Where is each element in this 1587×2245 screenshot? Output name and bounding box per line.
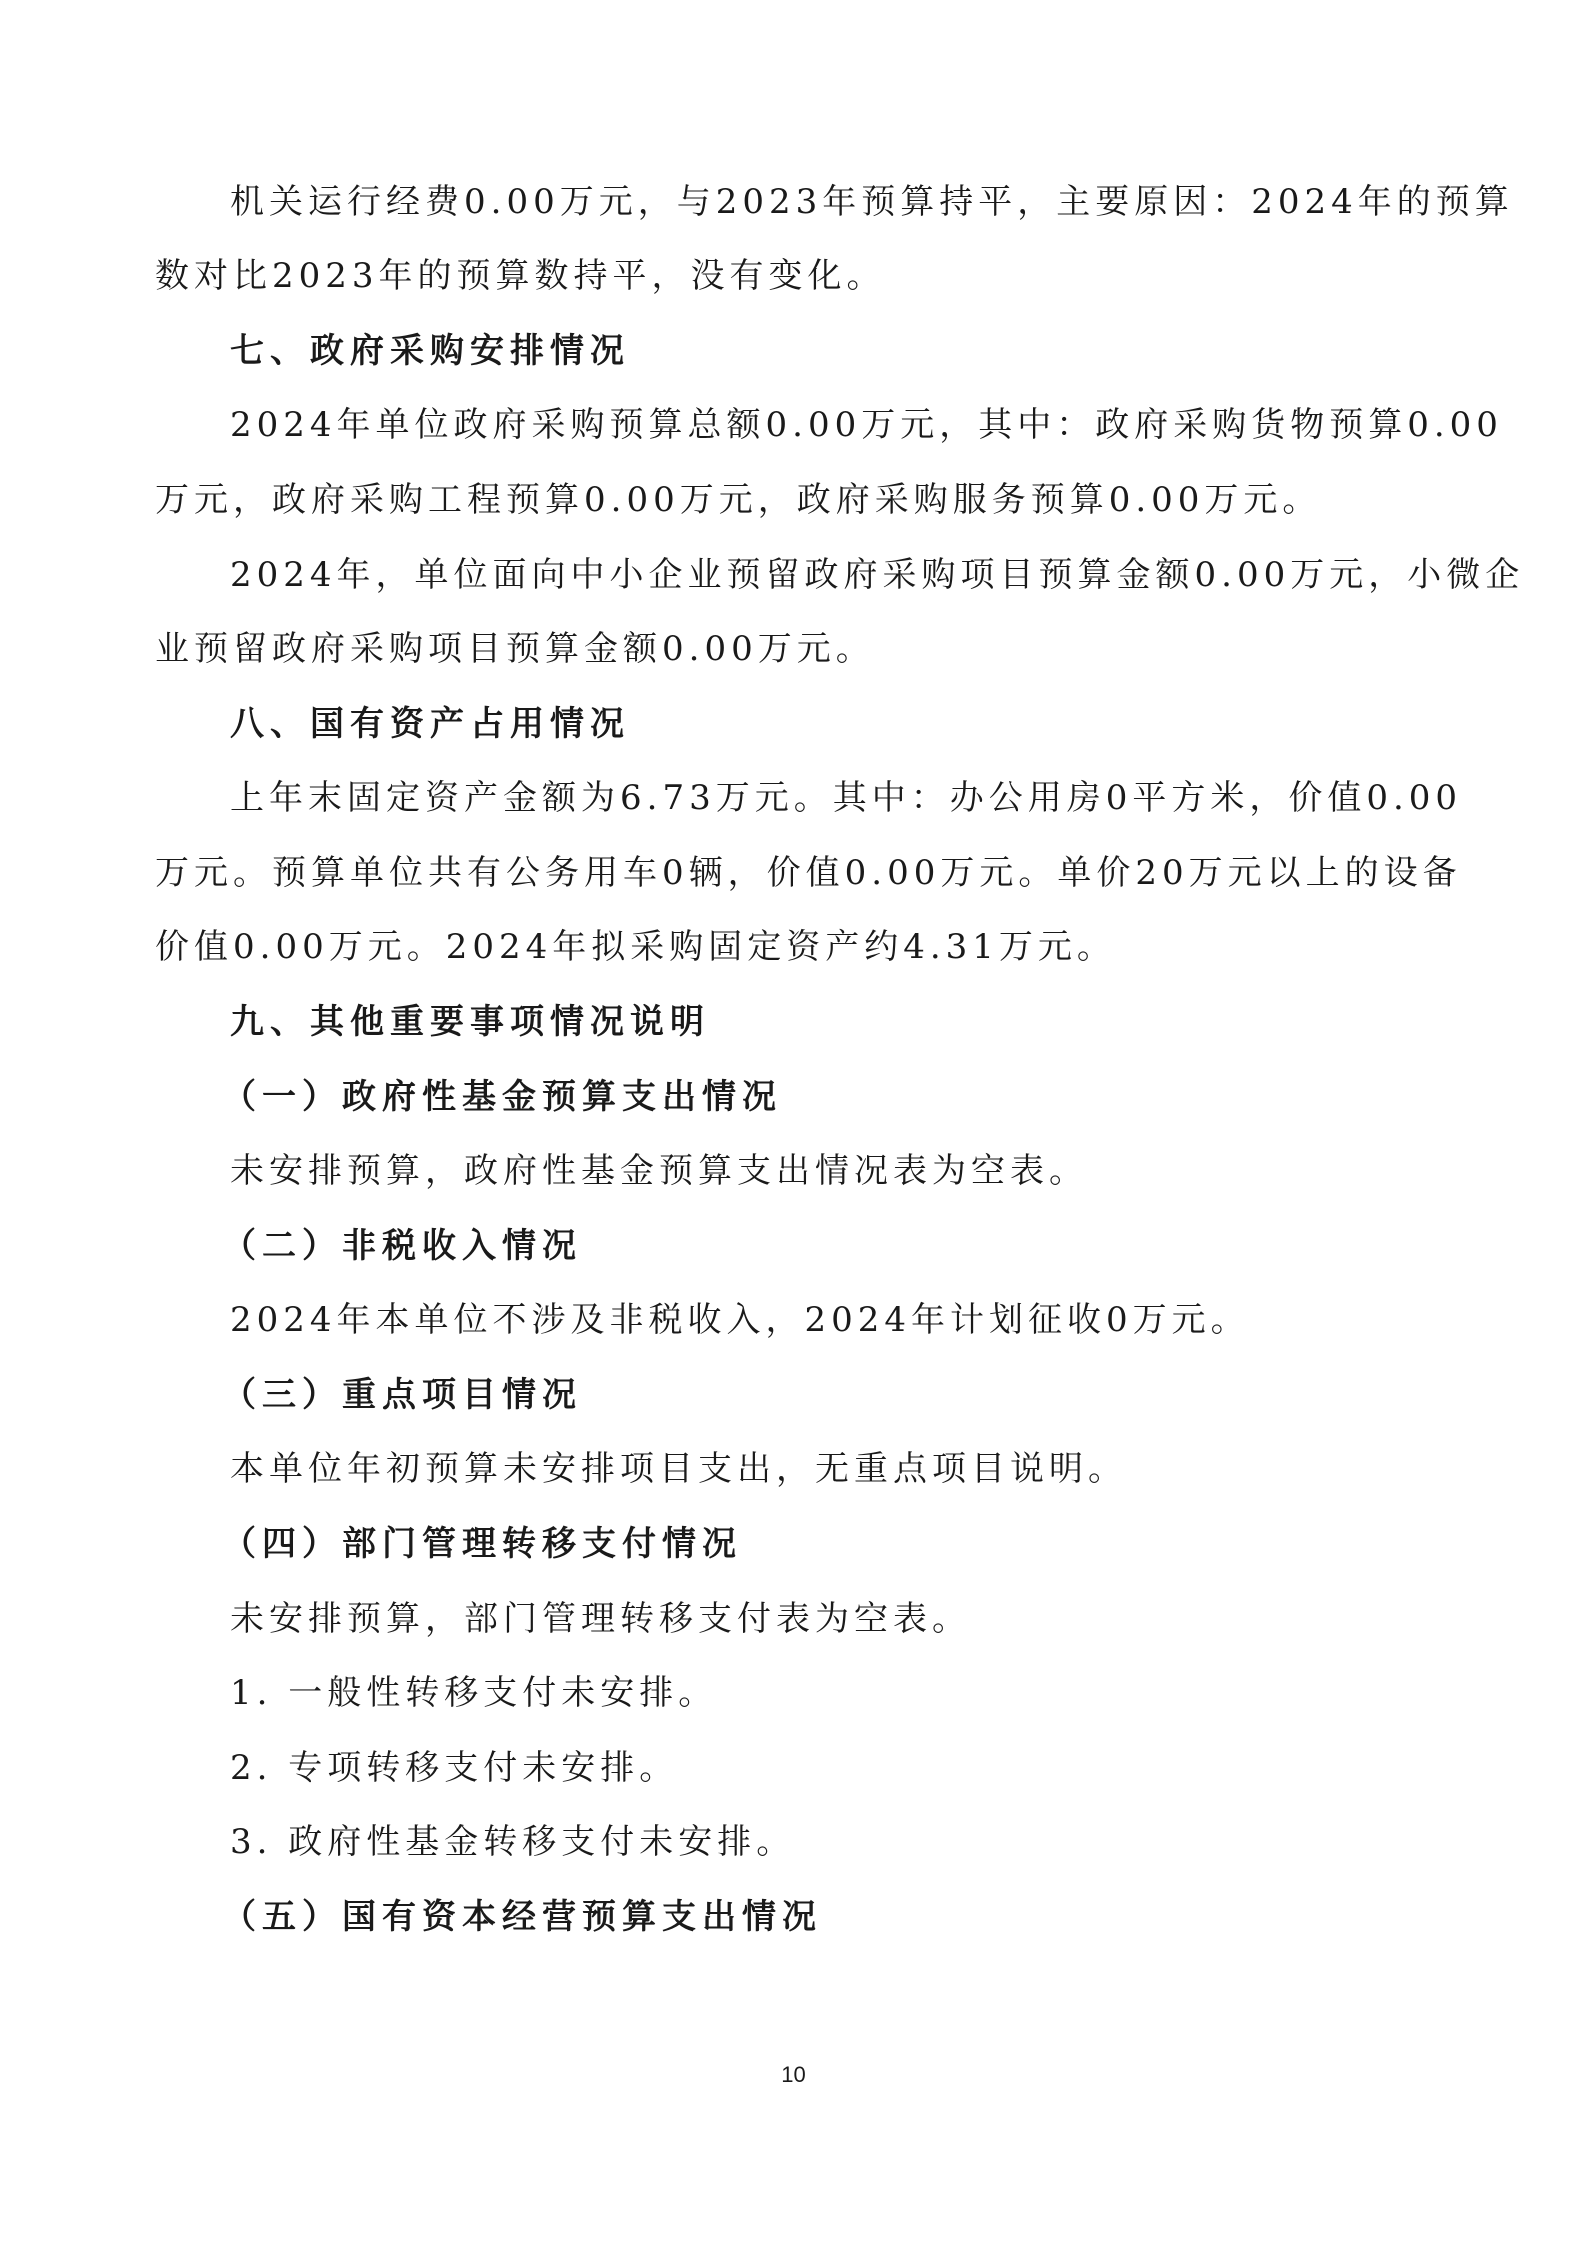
list-item: 1. 一般性转移支付未安排。 xyxy=(230,1673,718,1713)
paragraph-line: 未安排预算，政府性基金预算支出情况表为空表。 xyxy=(230,1151,1088,1191)
paragraph-line: 万元，政府采购工程预算0.00万元，政府采购服务预算0.00万元。 xyxy=(155,480,1322,520)
subsection-heading-2: （二）非税收入情况 xyxy=(222,1226,582,1266)
paragraph-line: 2024年本单位不涉及非税收入，2024年计划征收0万元。 xyxy=(230,1300,1250,1340)
list-item: 2. 专项转移支付未安排。 xyxy=(230,1748,679,1788)
paragraph-line: 机关运行经费0.00万元，与2023年预算持平，主要原因：2024年的预算 xyxy=(230,182,1514,222)
paragraph-line: 数对比2023年的预算数持平，没有变化。 xyxy=(155,256,886,296)
paragraph-line: 本单位年初预算未安排项目支出，无重点项目说明。 xyxy=(230,1449,1127,1489)
paragraph-line: 未安排预算，部门管理转移支付表为空表。 xyxy=(230,1599,971,1639)
section-heading-7: 七、政府采购安排情况 xyxy=(230,331,630,371)
section-heading-8: 八、国有资产占用情况 xyxy=(230,704,630,744)
paragraph-line: 上年末固定资产金额为6.73万元。其中：办公用房0平方米，价值0.00 xyxy=(230,778,1463,818)
page-number: 10 xyxy=(781,2062,806,2087)
subsection-heading-1: （一）政府性基金预算支出情况 xyxy=(222,1077,782,1117)
paragraph-line: 业预留政府采购项目预算金额0.00万元。 xyxy=(155,629,875,669)
list-item: 3. 政府性基金转移支付未安排。 xyxy=(230,1822,796,1862)
section-heading-9: 九、其他重要事项情况说明 xyxy=(230,1002,710,1042)
paragraph-line: 2024年，单位面向中小企业预留政府采购项目预算金额0.00万元，小微企 xyxy=(230,555,1525,595)
paragraph-line: 价值0.00万元。2024年拟采购固定资产约4.31万元。 xyxy=(155,927,1116,967)
paragraph-line: 2024年单位政府采购预算总额0.00万元，其中：政府采购货物预算0.00 xyxy=(230,405,1503,445)
subsection-heading-5: （五）国有资本经营预算支出情况 xyxy=(222,1897,822,1937)
subsection-heading-4: （四）部门管理转移支付情况 xyxy=(222,1524,742,1564)
subsection-heading-3: （三）重点项目情况 xyxy=(222,1375,582,1415)
paragraph-line: 万元。预算单位共有公务用车0辆，价值0.00万元。单价20万元以上的设备 xyxy=(155,853,1462,893)
